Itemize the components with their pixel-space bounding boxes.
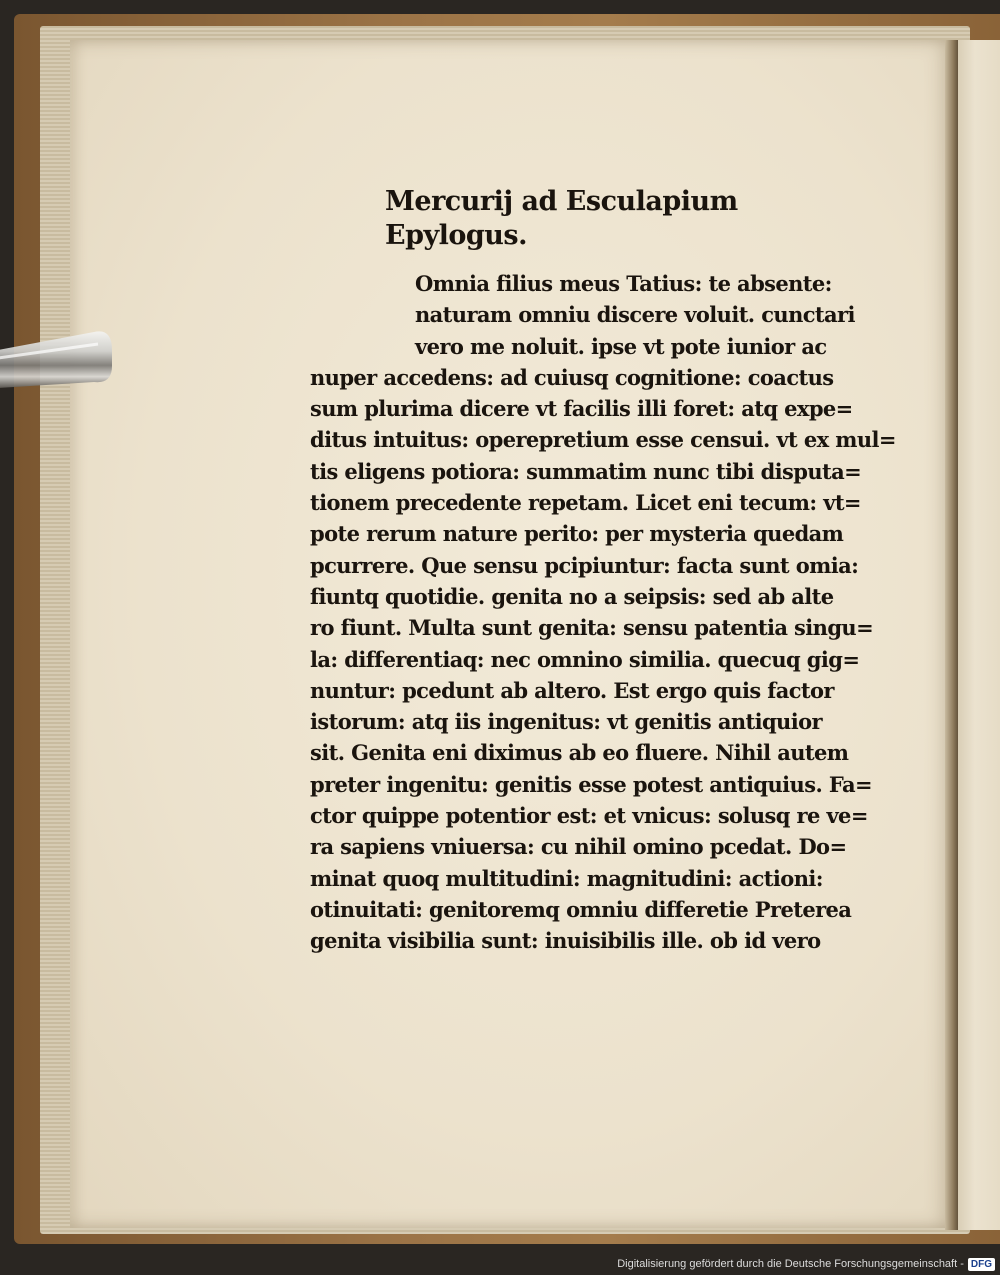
text-line: otinuitati: genitoremq omniu differetie Preterea xyxy=(310,896,852,922)
text-line: vero me noluit. ipse vt pote iunior ac xyxy=(415,333,827,359)
text-line: ditus intuitus: operepretium esse censui. vt ex mul= xyxy=(310,427,896,453)
credit-text: Digitalisierung gefördert durch die Deutsche Forschungsgemeinschaft - xyxy=(617,1258,964,1270)
heading-line: Mercurij ad Esculapium xyxy=(385,186,738,217)
text-line: genita visibilia sunt: inuisibilis ille. ob id vero xyxy=(310,928,821,954)
text-line: nuntur: pcedunt ab altero. Est ergo quis factor xyxy=(310,677,834,703)
page-heading xyxy=(385,185,850,253)
text-line: pote rerum nature perito: per mysteria quedam xyxy=(310,521,844,547)
text-line: tionem precedente repetam. Licet eni tecum: vt= xyxy=(310,490,861,516)
glass-page-weight xyxy=(0,328,114,392)
facing-page-edge xyxy=(958,40,1000,1230)
page-text xyxy=(310,185,896,957)
text-line: pcurrere. Que sensu pcipiuntur: facta sunt omia: xyxy=(310,552,859,578)
text-line: ro fiunt. Multa sunt genita: sensu patentia singu= xyxy=(310,615,874,641)
book-gutter xyxy=(945,40,959,1230)
text-line: Omnia filius meus Tatius: te absente: xyxy=(415,271,832,296)
text-line: tis eligens potiora: summatim nunc tibi disputa= xyxy=(310,458,862,484)
text-line: minat quoq multitudini: magnitudini: actioni: xyxy=(310,865,823,891)
text-line: sum plurima dicere vt facilis illi foret: atq expe= xyxy=(310,396,853,422)
text-line: ra sapiens vniuersa: cu nihil omino pcedat. Do= xyxy=(310,834,847,860)
text-line: preter ingenitu: genitis esse potest antiquius. Fa= xyxy=(310,771,873,797)
text-line: fiuntq quotidie. genita no a seipsis: sed ab alte xyxy=(310,583,834,609)
text-line: naturam omniu discere voluit. cunctari xyxy=(415,302,855,328)
text-line: ctor quippe potentior est: et vnicus: solusq re ve= xyxy=(310,803,868,829)
text-line: istorum: atq iis ingenitus: vt genitis antiquior xyxy=(310,709,822,735)
text-line: la: differentiaq: nec omnino similia. quecuq gig= xyxy=(310,646,860,672)
text-line: nuper accedens: ad cuiusq cognitione: coactus xyxy=(310,364,834,390)
heading-line: Epylogus. xyxy=(385,220,528,251)
digitization-credit xyxy=(600,1256,995,1272)
body-text xyxy=(310,268,896,957)
text-line: sit. Genita eni diximus ab eo fluere. Nihil autem xyxy=(310,740,849,766)
dfg-logo: DFG xyxy=(968,1258,995,1271)
